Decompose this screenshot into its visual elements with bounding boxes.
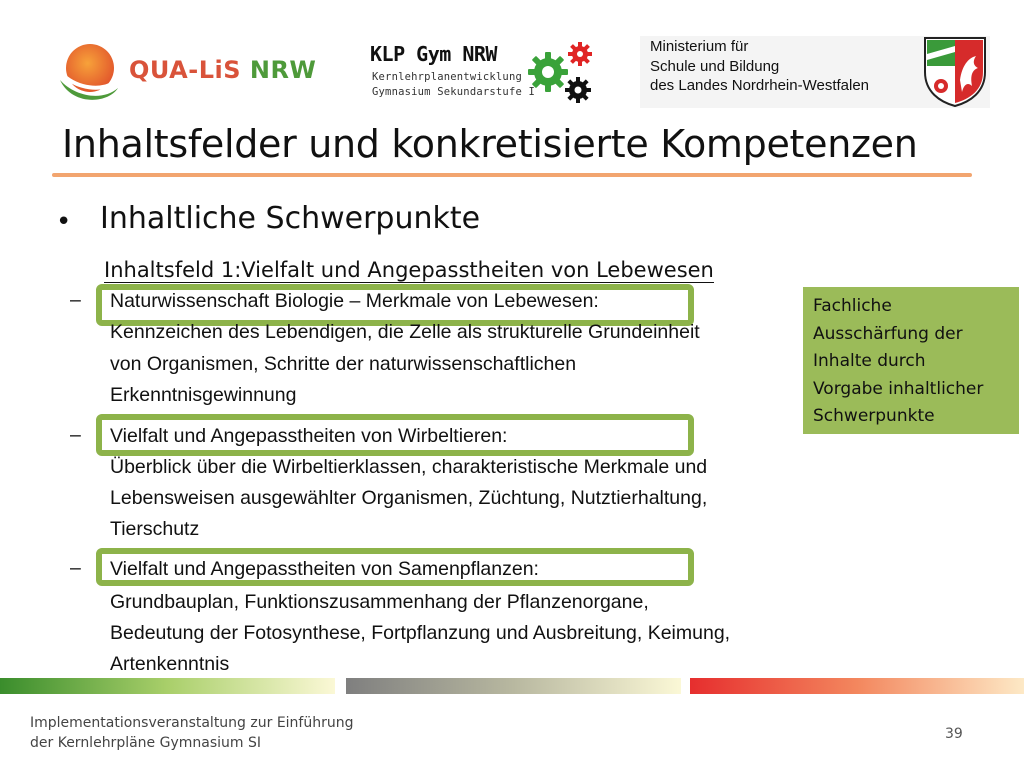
footer-bar-gray — [346, 678, 681, 694]
note-line: Inhalte durch — [813, 351, 926, 371]
klp-subtitle-line: Kernlehrplanentwicklung — [372, 71, 522, 83]
ministry-line: des Landes Nordrhein-Westfalen — [650, 77, 870, 94]
item-text-line: Grundbauplan, Funktionszusammenhang der Pflanzenorgane, — [110, 591, 649, 613]
klp-title: KLP Gym NRW — [370, 42, 497, 66]
item-heading: Naturwissenschaft Biologie – Merkmale von Lebewesen: — [110, 290, 599, 312]
gears-icon — [526, 40, 598, 106]
note-box — [803, 287, 1019, 434]
ministry-line: Schule und Bildung — [650, 58, 780, 75]
item-text-line: Kennzeichen des Lebendigen, die Zelle als strukturelle Grundeinheit — [110, 321, 700, 343]
footer-text-line: der Kernlehrpläne Gymnasium SI — [30, 735, 261, 751]
footer-bar-red — [690, 678, 1024, 694]
note-line: Vorgabe inhaltlicher — [813, 378, 984, 399]
note-line: Fachliche — [813, 296, 892, 316]
content-field-heading: Inhaltsfeld 1:Vielfalt und Angepasstheiten von Lebewesen — [104, 258, 714, 282]
list-dash: – — [70, 289, 81, 311]
klp-subtitle-line: Gymnasium Sekundarstufe I — [372, 86, 536, 98]
title-divider — [52, 173, 972, 177]
item-heading: Vielfalt und Angepasstheiten von Samenpflanzen: — [110, 558, 539, 580]
item-text-line: Lebensweisen ausgewählter Organismen, Züchtung, Nutztierhaltung, — [110, 487, 708, 509]
bullet-heading: Inhaltliche Schwerpunkte — [100, 201, 481, 236]
bullet-dot-icon: • — [56, 207, 72, 237]
page-number: 39 — [945, 726, 963, 742]
item-text-line: Überblick über die Wirbeltierklassen, charakteristische Merkmale und — [110, 456, 708, 478]
note-line: Ausschärfung der — [813, 323, 963, 344]
item-text-line: Bedeutung der Fotosynthese, Fortpflanzung und Ausbreitung, Keimung, — [110, 622, 731, 644]
ministry-logo — [640, 36, 990, 108]
item-text-line: Artenkenntnis — [110, 653, 230, 675]
klp-logo — [370, 40, 600, 106]
page-title: Inhaltsfelder und konkretisierte Kompetenzen — [62, 122, 918, 166]
ministry-line: Ministerium für — [650, 38, 749, 55]
footer-text-line: Implementationsveranstaltung zur Einführung — [30, 715, 354, 731]
item-heading: Vielfalt und Angepasstheiten von Wirbeltieren: — [110, 425, 508, 447]
item-text-line: Erkenntnisgewinnung — [110, 384, 297, 406]
list-dash: – — [70, 557, 81, 579]
qualis-logo — [56, 40, 317, 106]
note-line: Schwerpunkte — [813, 406, 935, 426]
item-text-line: von Organismen, Schritte der naturwissenschaftlichen — [110, 353, 577, 375]
qualis-emblem-icon — [56, 40, 122, 106]
qualis-wordmark: QUA-LiS NRW — [129, 56, 317, 84]
nrw-coat-of-arms-icon — [922, 36, 988, 108]
item-text-line: Tierschutz — [110, 518, 200, 540]
footer-bar-green — [0, 678, 335, 694]
list-dash: – — [70, 424, 81, 446]
